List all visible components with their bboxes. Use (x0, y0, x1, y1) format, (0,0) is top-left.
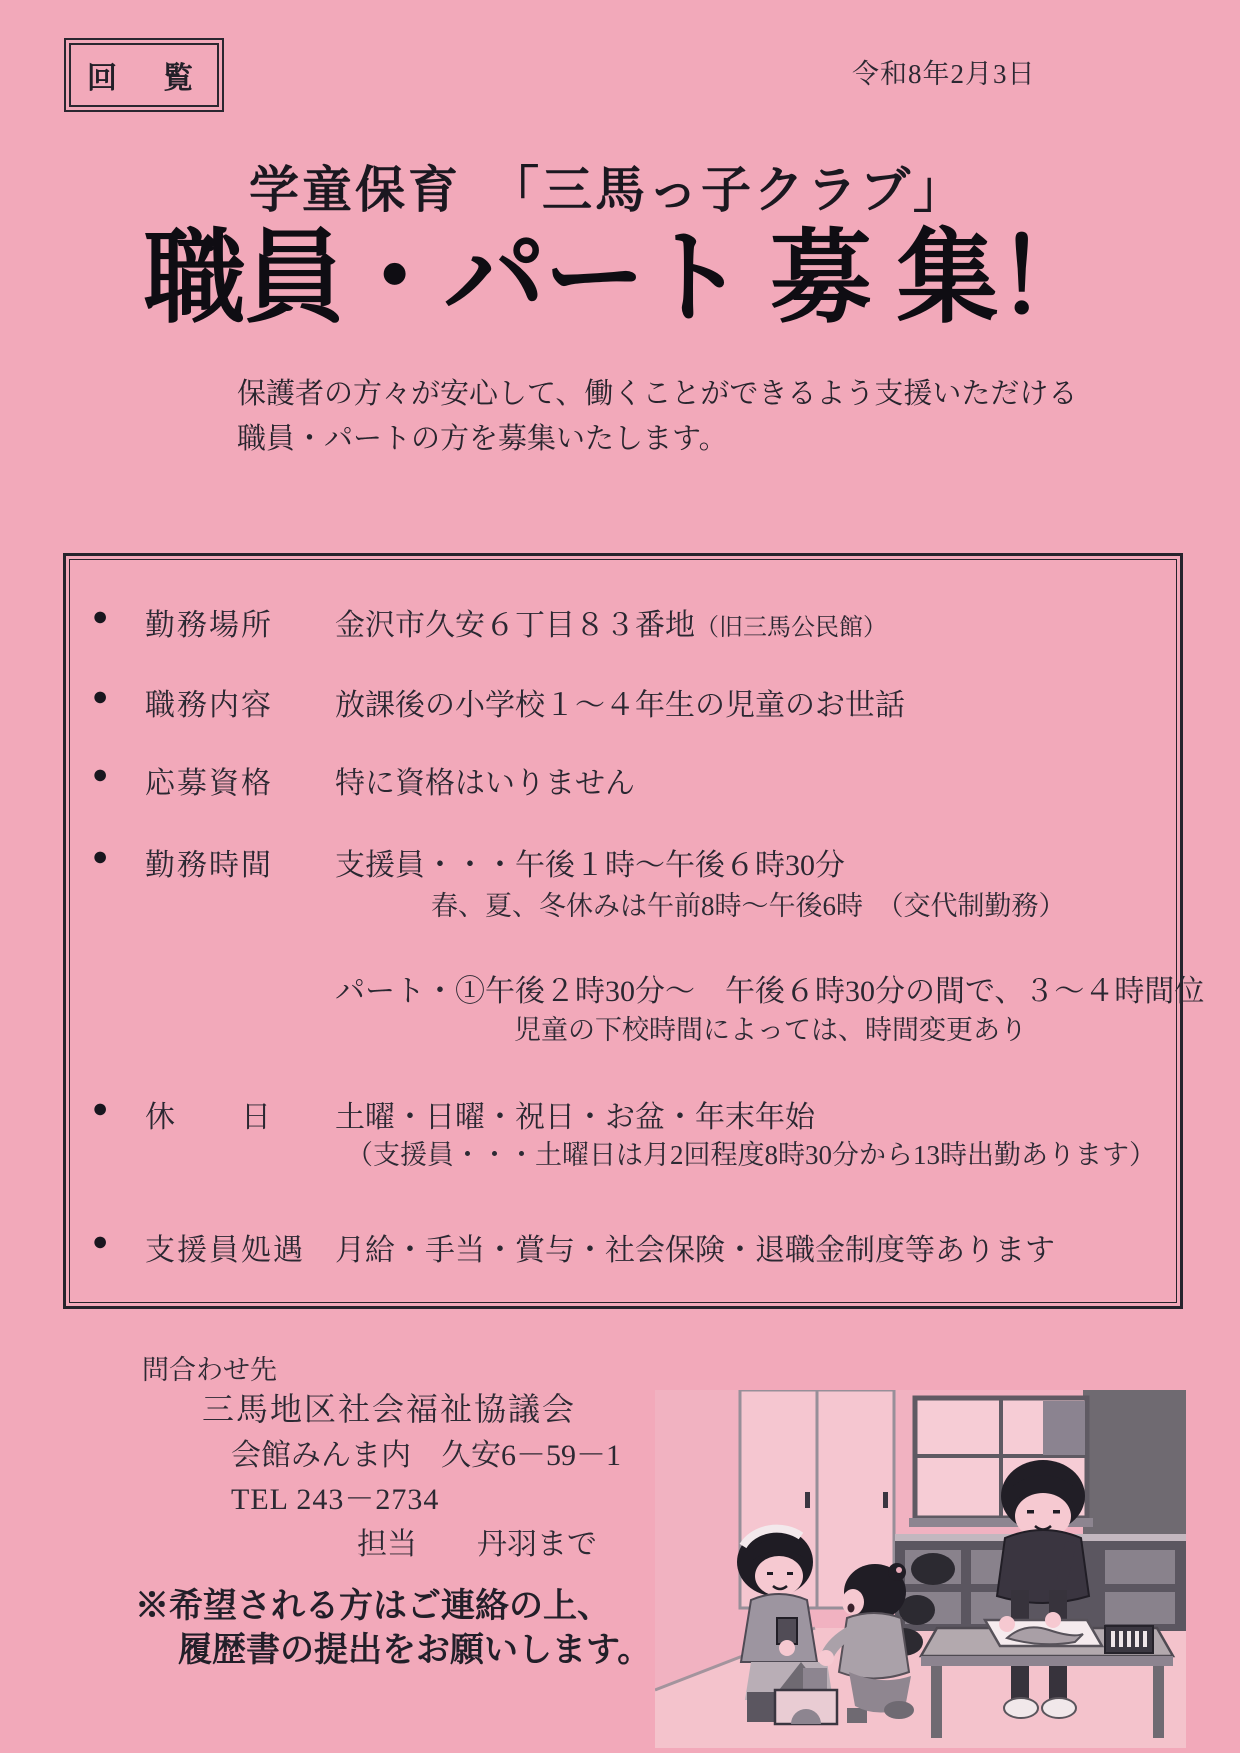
contact-heading: 問合わせ先 (142, 1355, 277, 1385)
workplace-address: 金沢市久安６丁目８３番地 (335, 609, 695, 642)
detail-label: 休 日 (145, 1101, 273, 1134)
detail-value: パート・①午後２時30分～ 午後６時30分の間で、３～４時間位 (335, 975, 1205, 1008)
detail-row-duties (70, 680, 1176, 722)
detail-row-benefits (70, 1225, 1176, 1267)
children-illustration (655, 1390, 1186, 1748)
detail-label: 職務内容 (145, 689, 273, 722)
club-name-heading: 学童保育 「三馬っ子クラブ」 (249, 162, 966, 218)
contact-person: 担当 丹羽まで (357, 1528, 597, 1561)
detail-value: 放課後の小学校１～４年生の児童のお世話 (335, 689, 905, 722)
detail-row-part-time (70, 966, 1205, 1008)
detail-label: 勤務時間 (145, 849, 273, 882)
detail-row-qualifications (70, 758, 1176, 800)
detail-label: 支援員処遇 (145, 1234, 305, 1267)
dark-wall (1083, 1390, 1186, 1540)
bullet-icon: ● (92, 841, 109, 871)
part-time-note: 児童の下校時間によっては、時間変更あり (514, 1015, 1027, 1045)
bullet-icon: ● (92, 601, 109, 631)
bullet-icon: ● (92, 1093, 109, 1123)
days-off-note: （支援員・・・土曜日は月2回程度8時30分から13時出勤あります） (346, 1140, 1156, 1170)
bullet-icon: ● (92, 759, 109, 789)
job-details-box-inner-border (69, 559, 1205, 1303)
detail-value: 特に資格はいりません (335, 767, 635, 800)
detail-value: 土曜・日曜・祝日・お盆・年末年始 (335, 1101, 815, 1134)
application-note-line-1: ※希望される方はご連絡の上、 (135, 1588, 611, 1625)
detail-value (335, 600, 887, 644)
contact-organization: 三馬地区社会福祉協議会 (202, 1391, 577, 1427)
detail-label: 勤務場所 (145, 609, 273, 642)
workplace-note: （旧三馬公民館） (695, 615, 887, 641)
lead-line-2: 職員・パートの方を募集いたします。 (237, 423, 728, 455)
circulation-stamp-label: 回 覧 (69, 43, 219, 107)
lead-line-1: 保護者の方々が安心して、働くことができるよう支援いただける (237, 378, 1078, 410)
detail-value: 支援員・・・午後１時～午後６時30分 (335, 849, 845, 882)
lead-text (237, 372, 1077, 462)
bullet-icon: ● (92, 1226, 109, 1256)
contact-address: 会館みんま内 久安6－59－1 (231, 1439, 621, 1472)
detail-row-hours (70, 840, 1176, 882)
circulation-stamp (64, 38, 224, 112)
detail-label: 応募資格 (145, 767, 273, 800)
application-note-line-2: 履歴書の提出をお願いします。 (178, 1632, 652, 1669)
crayon-box-icon (1105, 1626, 1153, 1653)
detail-row-days-off (70, 1092, 1176, 1134)
job-details-box (63, 553, 1205, 1309)
issue-date: 令和8年2月3日 (852, 59, 1036, 89)
detail-value: 月給・手当・賞与・社会保険・退職金制度等あります (335, 1234, 1055, 1267)
page-title: 職員・パート 募 集！ (143, 221, 1097, 335)
hours-holiday-note: 春、夏、冬休みは午前8時～午後6時 （交代制勤務） (431, 891, 1066, 921)
bullet-icon: ● (92, 681, 109, 711)
detail-row-workplace (70, 600, 1176, 642)
contact-phone: TEL 243－2734 (231, 1483, 440, 1516)
